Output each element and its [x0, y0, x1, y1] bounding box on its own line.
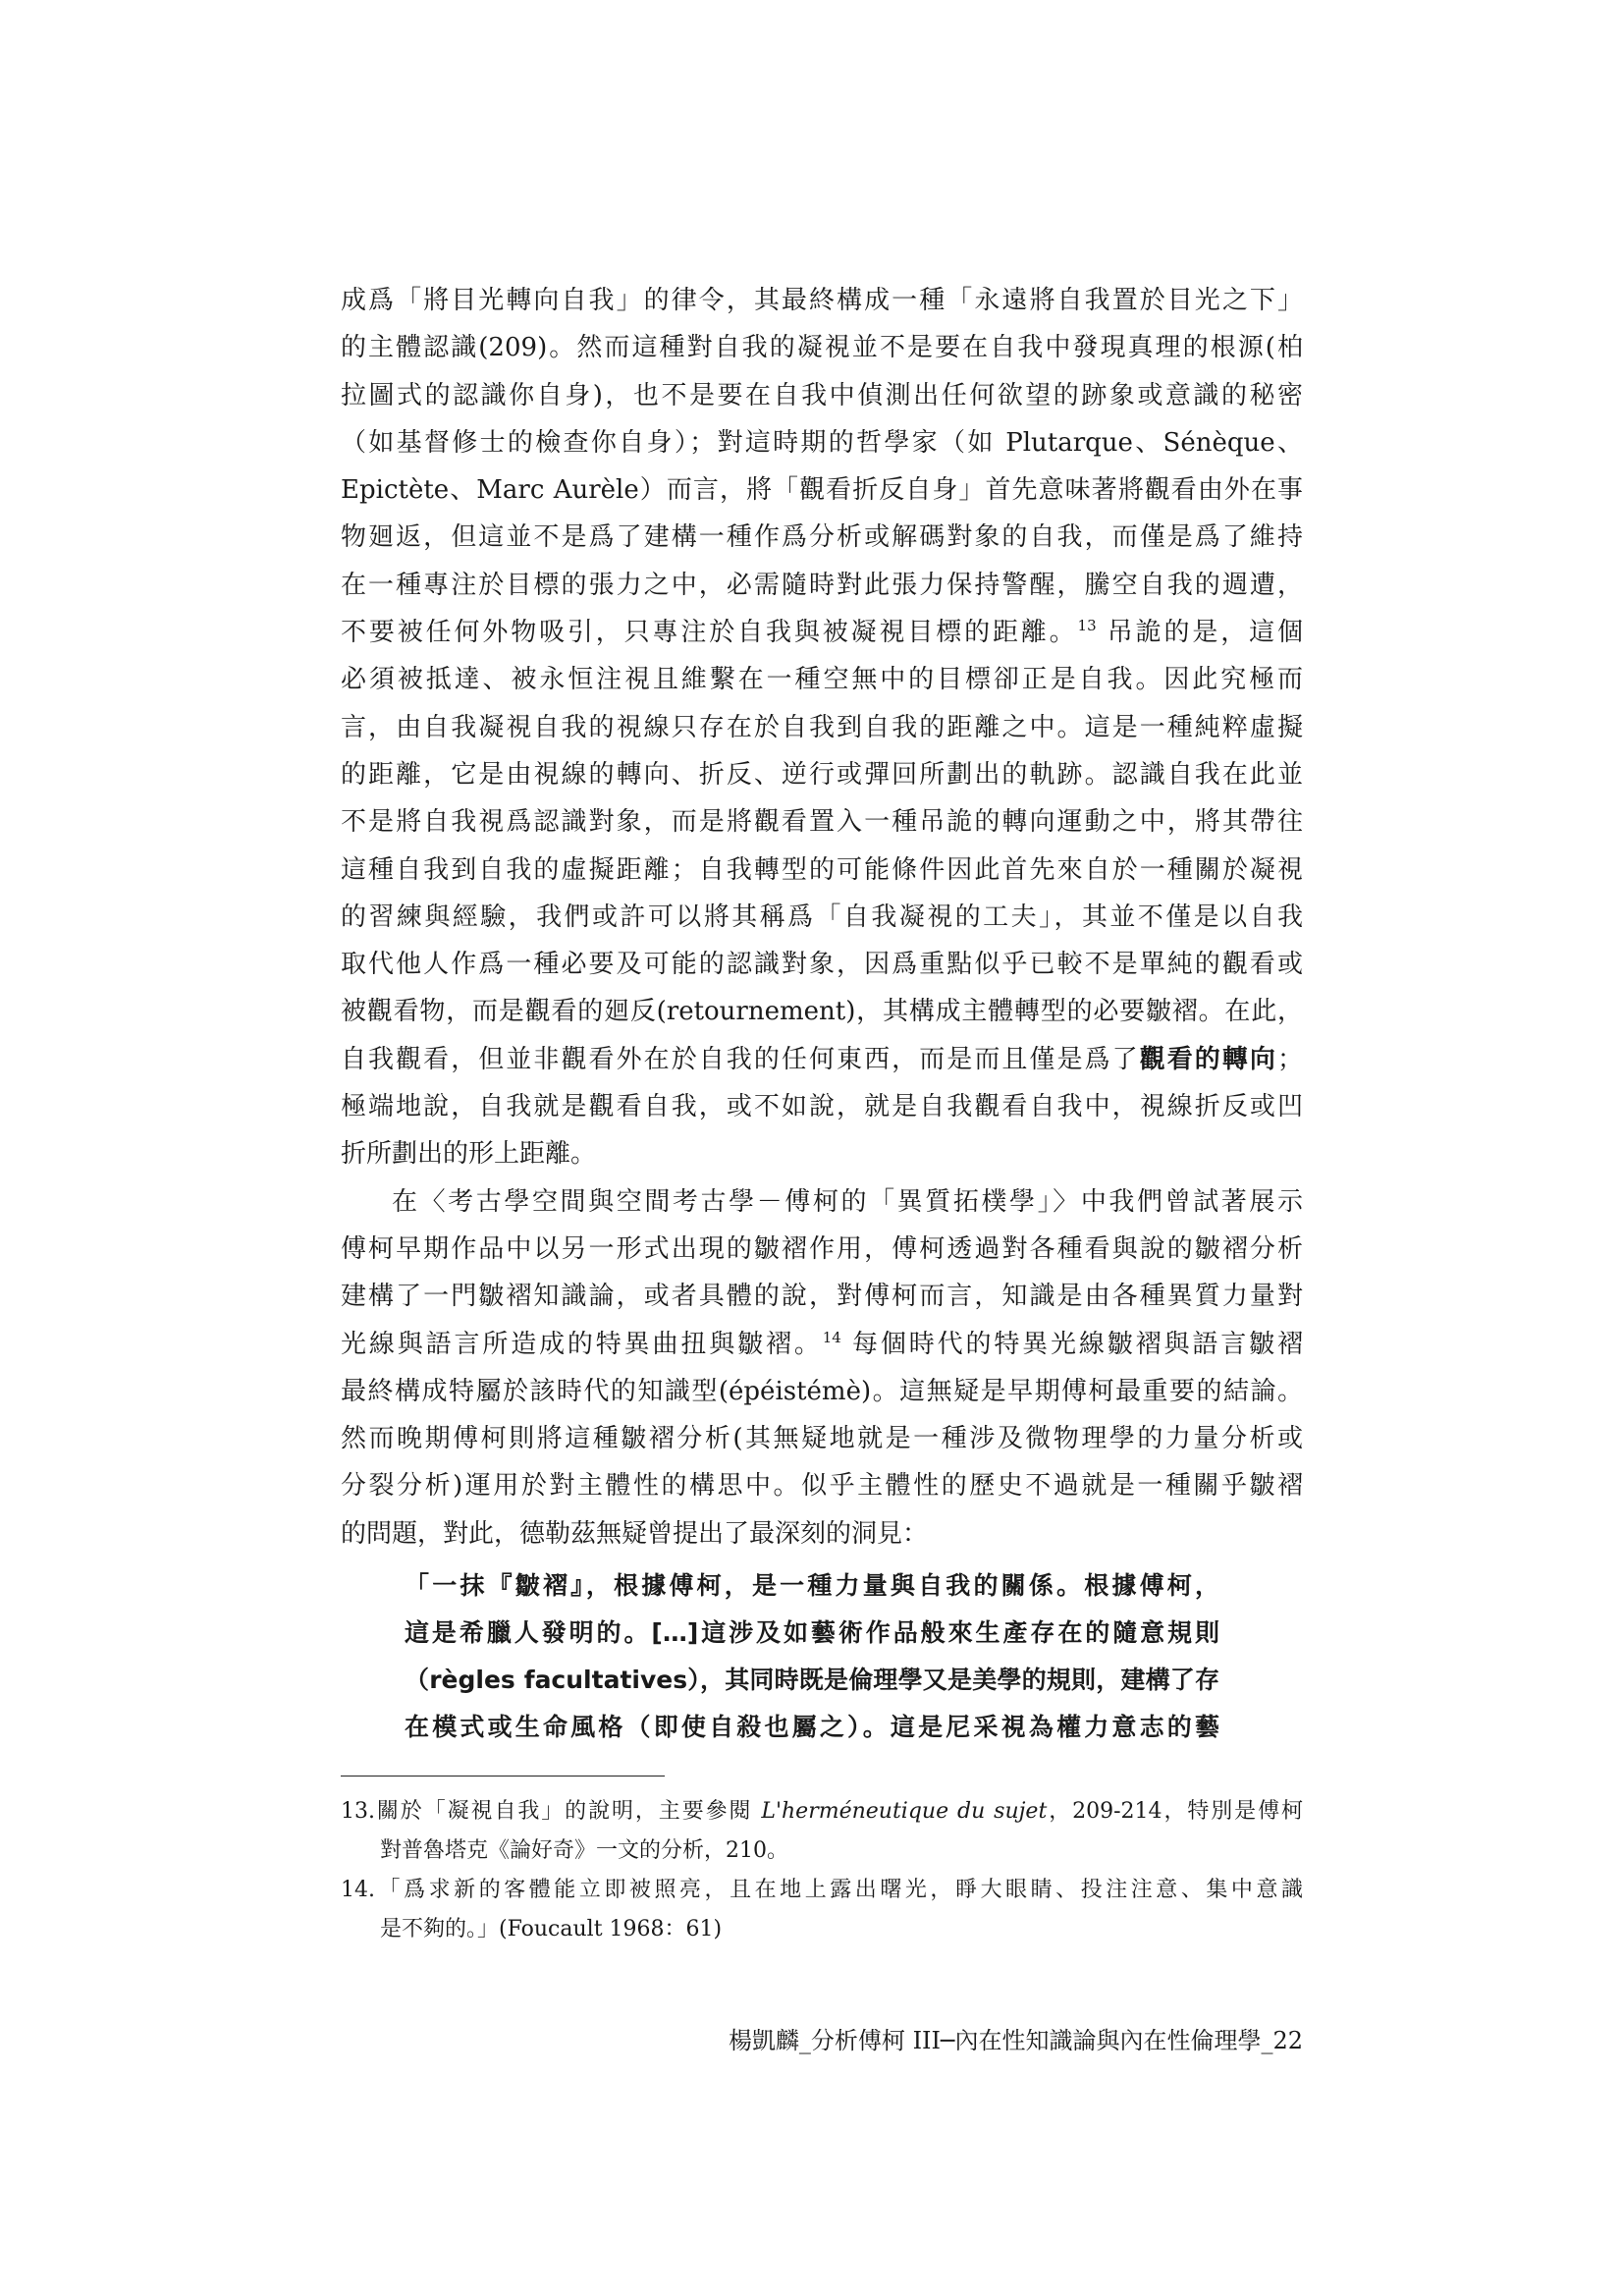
body-line	[341, 609, 1303, 656]
body-line: 折所劃出的形上距離。	[341, 1139, 597, 1170]
body-line: 拉圖式的認識你自身)，也不是要在自我中偵測出任何欲望的跡象或意識的秘密	[341, 380, 1303, 410]
body-line-text: 自我觀看，但並非觀看外在於自我的任何東西，而是而且僅是爲了	[341, 1044, 1140, 1074]
body-line	[341, 1036, 1303, 1083]
body-line-text: 吊詭的是，這個	[1107, 618, 1303, 648]
block-quote	[405, 1562, 1219, 1751]
quote-line: 在模式或生命風格（即使自殺也屬之）。這是尼采視為權力意志的藝	[405, 1713, 1219, 1741]
body-line: 的主體認識(209)。然而這種對自我的凝視並不是要在自我中發現真理的根源(柏	[341, 333, 1303, 363]
body-line: 的習練與經驗，我們或許可以將其稱爲「自我凝視的工夫」，其並不僅是以自我	[341, 902, 1303, 932]
footnote-13	[341, 1792, 1303, 1831]
body-line: 被觀看物，而是觀看的廻反(retournement)，其構成主體轉型的必要皺褶。在此，	[341, 997, 1303, 1027]
body-line: 言，由自我凝視自我的視線只存在於自我到自我的距離之中。這是一種純粹虛擬	[341, 712, 1303, 742]
body-line-text: 不要被任何外物吸引，只專注於自我與被凝視目標的距離。	[341, 618, 1078, 648]
body-line: Epictète、Marc Aurèle）而言，將「觀看折反自身」首先意味著將觀看由外在事	[341, 475, 1303, 506]
quote-line: （règles facultatives），其同時既是倫理學又是美學的規則，建構了存	[405, 1666, 1219, 1694]
body-line: 傅柯早期作品中以另一形式出現的皺褶作用，傅柯透過對各種看與說的皺褶分析	[341, 1233, 1303, 1264]
body-line: 的距離，它是由視線的轉向、折反、逆行或彈回所劃出的軌跡。認識自我在此並	[341, 759, 1303, 790]
body-line: 在〈考古學空間與空間考古學－傅柯的「異質拓樸學」〉中我們曾試著展示	[392, 1186, 1303, 1217]
footnotes	[341, 1792, 1303, 1949]
body-line: 的問題，對此，德勒茲無疑曾提出了最深刻的洞見：	[341, 1518, 929, 1549]
body-line: 然而晚期傅柯則將這種皺褶分析(其無疑地就是一種涉及微物理學的力量分析或	[341, 1424, 1303, 1454]
body-line: 在一種專注於目標的張力之中，必需隨時對此張力保持警醒，騰空自我的週遭，	[341, 570, 1303, 600]
body-line: 最終構成特屬於該時代的知識型(épéistémè)。這無疑是早期傅柯最重要的結論。	[341, 1376, 1303, 1406]
footnote-14: 14.「爲求新的客體能立即被照亮，且在地上露出曙光，睜大眼睛、投注注意、集中意識	[341, 1878, 1303, 1902]
footnote-ref-14[interactable]: 14	[822, 1328, 841, 1346]
body-line: 物廻返，但這並不是爲了建構一種作爲分析或解碼對象的自我，而僅是爲了維持	[341, 522, 1303, 553]
body-line: 必須被抵達、被永恒注視且維繫在一種空無中的目標卻正是自我。因此究極而	[341, 665, 1303, 695]
book-title: L'herméneutique du sujet	[761, 1799, 1048, 1824]
footnote-13-continued: 對普魯塔克《論好奇》一文的分析，210。	[380, 1838, 788, 1863]
footnote-ref-13[interactable]: 13	[1077, 617, 1097, 635]
body-line: 取代他人作爲一種必要及可能的認識對象，因爲重點似乎已較不是單純的觀看或	[341, 950, 1303, 980]
body-line: 成爲「將目光轉向自我」的律令，其最終構成一種「永遠將自我置於目光之下」	[341, 286, 1303, 315]
body-line	[341, 1321, 1303, 1368]
body-line: 極端地說，自我就是觀看自我，或不如說，就是自我觀看自我中，視線折反或凹	[341, 1092, 1303, 1122]
footnote-text: ，209-214，特別是傅柯	[1047, 1799, 1303, 1824]
footnote-14-continued: 是不夠的。」(Foucault 1968：61)	[380, 1917, 723, 1941]
body-line: 分裂分析)運用於對主體性的構思中。似乎主體性的歷史不過就是一種關乎皺褶	[341, 1471, 1303, 1502]
body-line-text: 每個時代的特異光線皺褶與語言皺褶	[851, 1329, 1303, 1359]
footnote-text: 13.關於「凝視自我」的說明，主要參閱	[341, 1799, 753, 1824]
footnote-divider	[341, 1776, 665, 1777]
emphasis-text: 觀看的轉向	[1139, 1044, 1277, 1074]
running-footer: 楊凱麟_分析傅柯 III─內在性知識論與內在性倫理學_22	[728, 2027, 1303, 2054]
body-line: （如基督修士的檢查你自身）；對這時期的哲學家（如 Plutarque、Sénèque、	[341, 427, 1303, 458]
body-line-text: 光線與語言所造成的特異曲扭與皺褶。	[341, 1329, 823, 1359]
body-line: 不是將自我視爲認識對象，而是將觀看置入一種吊詭的轉向運動之中，將其帶往	[341, 807, 1303, 838]
quote-line: 「一抹『皺褶』，根據傅柯，是一種力量與自我的關係。根據傅柯，	[405, 1571, 1219, 1600]
body-line-text: ；	[1276, 1044, 1303, 1074]
quote-line: 這是希臘人發明的。[…]這涉及如藝術作品般來生產存在的隨意規則	[405, 1618, 1219, 1647]
body-line: 這種自我到自我的虛擬距離；自我轉型的可能條件因此首先來自於一種關於凝視	[341, 854, 1303, 885]
body-text	[341, 277, 1303, 1558]
body-line: 建構了一門皺褶知識論，或者具體的說，對傅柯而言，知識是由各種異質力量對	[341, 1282, 1303, 1312]
